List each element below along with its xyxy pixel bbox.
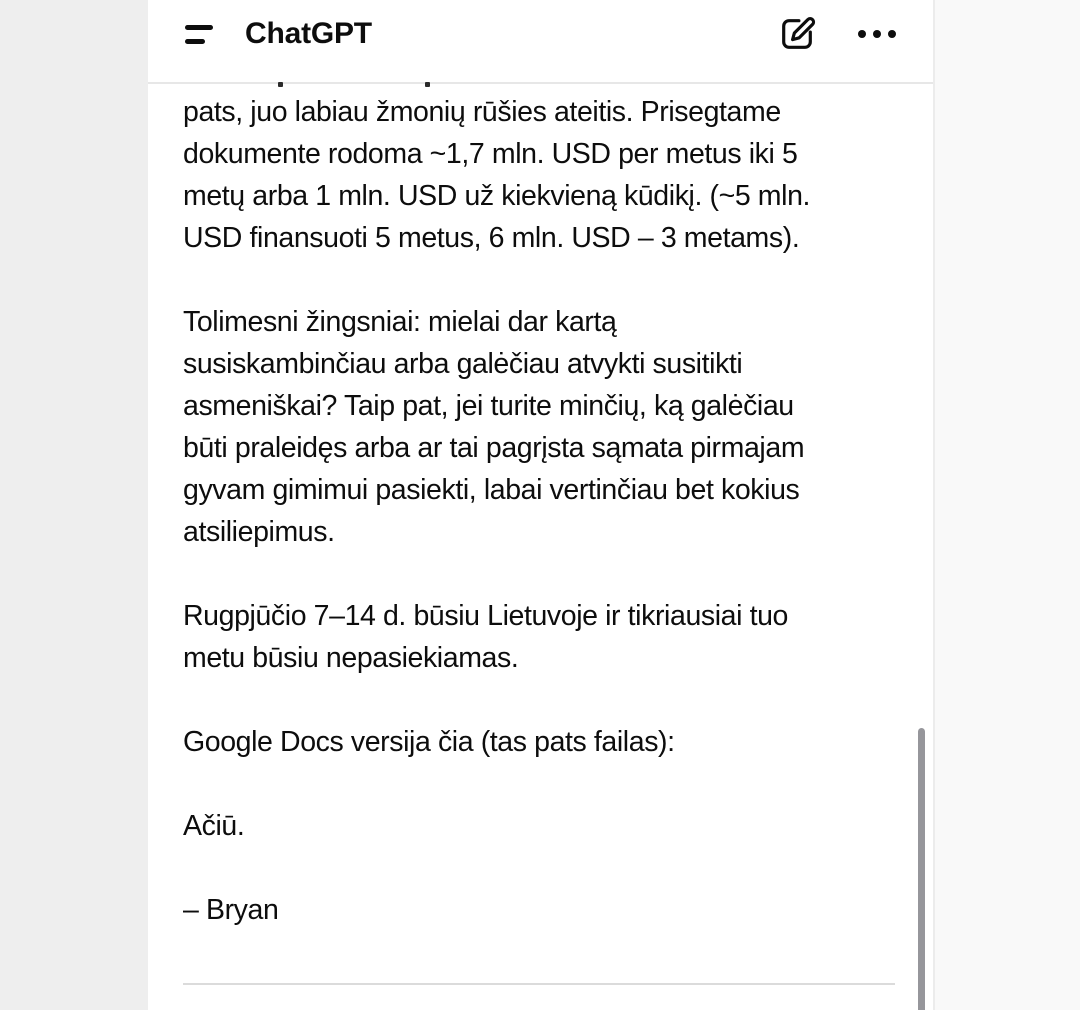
more-options-button[interactable] (858, 30, 896, 38)
message-line: susiskambinčiau arba galėčiau atvykti susitikti (183, 348, 743, 380)
new-chat-compose-icon (778, 15, 816, 53)
clipped-line-remnant (278, 82, 283, 87)
message-line: Ačiū. (183, 810, 245, 842)
message-line: pats, juo labiau žmonių rūšies ateitis. Prisegtame (183, 96, 781, 128)
chatgpt-app-window (148, 0, 935, 1010)
menu-icon (185, 25, 213, 30)
message-paragraph (183, 91, 903, 259)
message-line: Tolimesni žingsniai: mielai dar kartą (183, 306, 617, 338)
scrollbar-thumb[interactable] (918, 728, 925, 1010)
message-line: metu būsiu nepasiekiamas. (183, 642, 519, 674)
ellipsis-more-icon (858, 30, 866, 38)
ellipsis-more-icon (888, 30, 896, 38)
app-title: ChatGPT (245, 17, 372, 50)
message-paragraph (183, 721, 903, 763)
right-gutter (935, 0, 1080, 1010)
sidebar-menu-button[interactable] (185, 25, 213, 44)
message-line: – Bryan (183, 894, 279, 926)
clipped-line-remnant (425, 82, 430, 87)
left-gutter (0, 0, 148, 1010)
message-paragraph (183, 889, 903, 931)
signature-divider (183, 983, 895, 985)
top-bar (148, 0, 933, 84)
message-line: metų arba 1 mln. USD už kiekvieną kūdikį. (~5 mln. (183, 180, 811, 212)
message-line: gyvam gimimui pasiekti, labai vertinčiau bet kokius (183, 474, 800, 506)
message-line: būti praleidęs arba ar tai pagrįsta sąmata pirmajam (183, 432, 805, 464)
message-body (148, 84, 933, 985)
message-line: dokumente rodoma ~1,7 mln. USD per metus iki 5 (183, 138, 798, 170)
message-line: atsiliepimus. (183, 516, 335, 548)
new-chat-button[interactable] (778, 15, 816, 53)
message-line: Google Docs versija čia (tas pats failas): (183, 726, 675, 758)
ellipsis-more-icon (873, 30, 881, 38)
message-line: asmeniškai? Taip pat, jei turite minčių, ką galėčiau (183, 390, 794, 422)
message-paragraph (183, 805, 903, 847)
menu-icon (185, 39, 205, 44)
message-paragraph (183, 595, 903, 679)
message-paragraph (183, 301, 903, 553)
message-line: USD finansuoti 5 metus, 6 mln. USD – 3 metams). (183, 222, 800, 254)
message-line: Rugpjūčio 7–14 d. būsiu Lietuvoje ir tikriausiai tuo (183, 600, 788, 632)
